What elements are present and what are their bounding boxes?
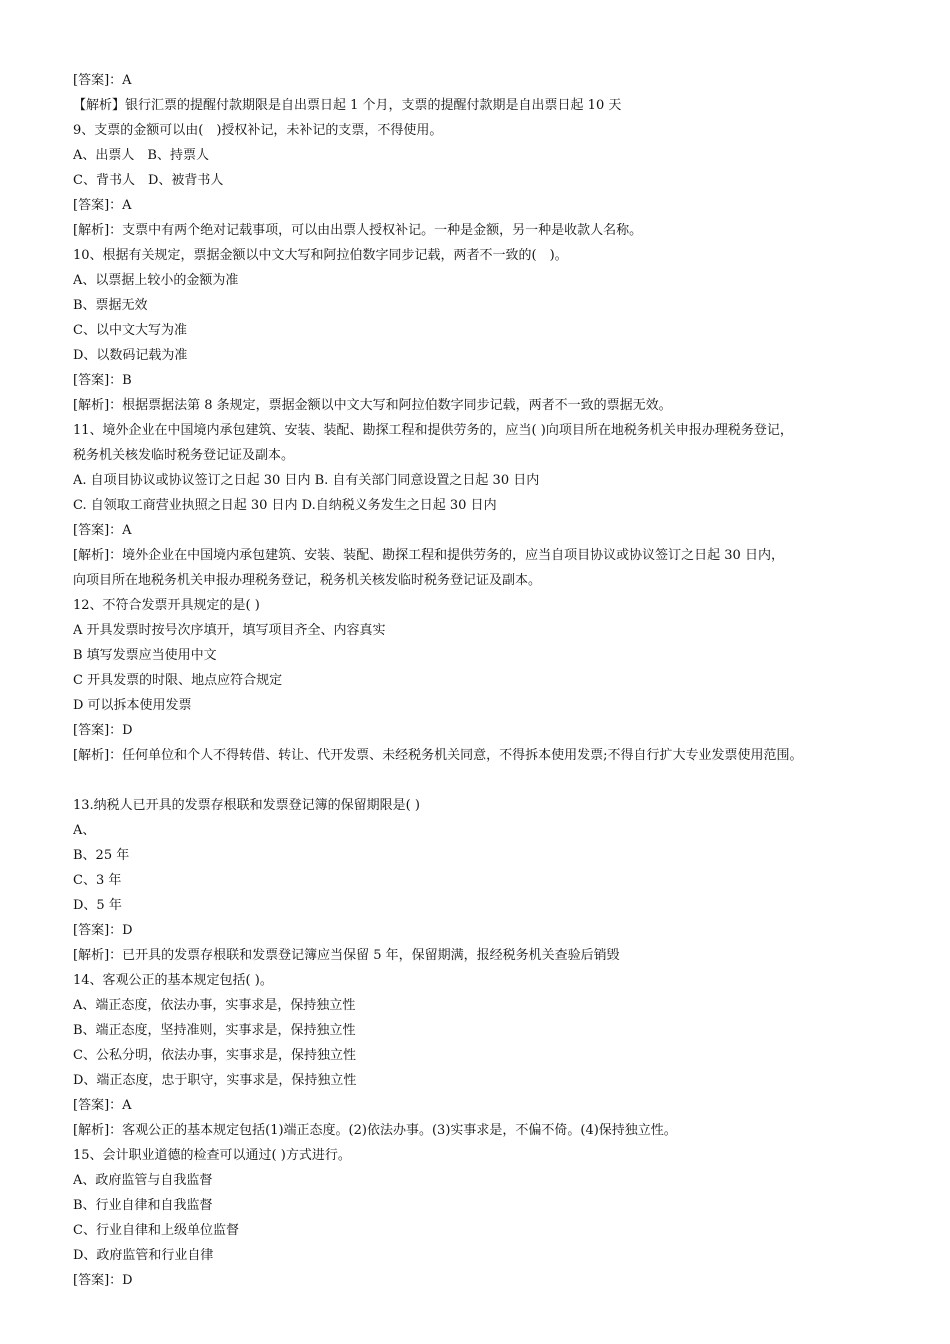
question-14: 14、客观公正的基本规定包括( )。 <box>73 973 273 988</box>
answer-line: [答案]：D <box>73 923 133 938</box>
explanation-line: [解析]：已开具的发票存根联和发票登记簿应当保留 5 年，保留期满，报经税务机关查验后销毁 <box>73 948 620 963</box>
option-b: B、票据无效 <box>73 298 148 313</box>
option-c: C、行业自律和上级单位监督 <box>73 1223 239 1238</box>
option-a: A、政府监管与自我监督 <box>73 1173 213 1188</box>
answer-line: [答案]：D <box>73 723 133 738</box>
explanation-line: [解析]：支票中有两个绝对记载事项，可以由出票人授权补记。一种是金额，另一种是收款人名称。 <box>73 223 643 238</box>
option-c: C、公私分明，依法办事，实事求是，保持独立性 <box>73 1048 356 1063</box>
answer-line: [答案]：D <box>73 1273 133 1288</box>
option-line: A、出票人 B、持票人 <box>73 148 209 163</box>
explanation-line: [解析]：根据票据法第 8 条规定，票据金额以中文大写和阿拉伯数字同步记载，两者不一致的票据无效。 <box>73 398 672 413</box>
question-15: 15、会计职业道德的检查可以通过( )方式进行。 <box>73 1148 351 1163</box>
answer-line: [答案]：A <box>73 1098 132 1113</box>
option-d: D、端正态度，忠于职守，实事求是，保持独立性 <box>73 1073 357 1088</box>
question-13: 13.纳税人已开具的发票存根联和发票登记簿的保留期限是( ) <box>73 798 420 813</box>
question-9: 9、支票的金额可以由( )授权补记，未补记的支票，不得使用。 <box>73 123 443 138</box>
option-b: B 填写发票应当使用中文 <box>73 648 217 663</box>
option-line: C. 自领取工商营业执照之日起 30 日内 D.自纳税义务发生之日起 30 日内 <box>73 498 497 513</box>
option-a: A 开具发票时按号次序填开，填写项目齐全、内容真实 <box>73 623 386 638</box>
option-line: C、背书人 D、被背书人 <box>73 173 224 188</box>
option-b: B、行业自律和自我监督 <box>73 1198 213 1213</box>
question-11-continued: 税务机关核发临时税务登记证及副本。 <box>73 448 295 463</box>
explanation-line: [解析]：境外企业在中国境内承包建筑、安装、装配、勘探工程和提供劳务的，应当自项目协议或协议签订之日起 30 日内， <box>73 548 784 563</box>
option-a: A、端正态度，依法办事，实事求是，保持独立性 <box>73 998 356 1013</box>
document-body <box>73 68 893 1293</box>
option-a: A、以票据上较小的金额为准 <box>73 273 239 288</box>
explanation-continued: 向项目所在地税务机关申报办理税务登记，税务机关核发临时税务登记证及副本。 <box>73 573 542 588</box>
option-d: D、5 年 <box>73 898 122 913</box>
answer-line: [答案]：A <box>73 523 132 538</box>
option-b: B、端正态度，坚持准则，实事求是，保持独立性 <box>73 1023 356 1038</box>
answer-line: [答案]：A <box>73 73 132 88</box>
explanation-line: [解析]：任何单位和个人不得转借、转让、代开发票、未经税务机关同意，不得拆本使用发票;不得自行扩大专业发票使用范围。 <box>73 748 803 763</box>
option-d: D、政府监管和行业自律 <box>73 1248 214 1263</box>
question-10: 10、根据有关规定，票据金额以中文大写和阿拉伯数字同步记载，两者不一致的( )。 <box>73 248 568 263</box>
question-11: 11、境外企业在中国境内承包建筑、安装、装配、勘探工程和提供劳务的，应当( )向项目所在地税务机关申报办理税务登记， <box>73 423 793 438</box>
question-12: 12、不符合发票开具规定的是( ) <box>73 598 260 613</box>
option-c: C、3 年 <box>73 873 122 888</box>
option-c: C 开具发票的时限、地点应符合规定 <box>73 673 283 688</box>
option-c: C、以中文大写为准 <box>73 323 187 338</box>
option-a: A、 <box>73 823 96 838</box>
explanation-line: [解析]：客观公正的基本规定包括(1)端正态度。(2)依法办事。(3)实事求是，不偏不倚。(4)保持独立性。 <box>73 1123 677 1138</box>
option-d: D 可以拆本使用发票 <box>73 698 192 713</box>
answer-line: [答案]：A <box>73 198 132 213</box>
explanation-line: 【解析】银行汇票的提醒付款期限是自出票日起 1 个月，支票的提醒付款期是自出票日起 10 天 <box>73 98 622 113</box>
option-b: B、25 年 <box>73 848 130 863</box>
option-d: D、以数码记载为准 <box>73 348 188 363</box>
blank-line <box>73 768 893 793</box>
option-line: A. 自项目协议或协议签订之日起 30 日内 B. 自有关部门同意设置之日起 30 日内 <box>73 473 540 488</box>
answer-line: [答案]：B <box>73 373 132 388</box>
